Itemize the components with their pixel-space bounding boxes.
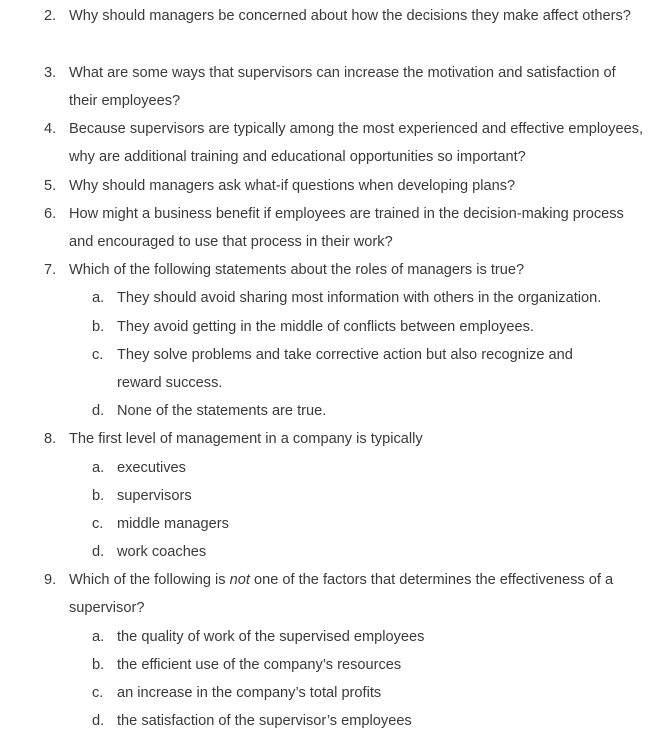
answer-option xyxy=(92,313,648,341)
question-number: 3. xyxy=(44,65,57,81)
question-number: 8. xyxy=(44,431,57,447)
option-text: None of the statements are true. xyxy=(117,403,327,419)
question-8 xyxy=(44,425,648,453)
option-text: They should avoid sharing most information with others in the organization. xyxy=(117,290,602,306)
question-number: 4. xyxy=(44,121,57,137)
question-text: How might a business benefit if employees are trained in the decision-making process and encouraged to use that process in their work? xyxy=(69,206,624,251)
option-letter: d. xyxy=(92,713,105,729)
answer-option xyxy=(92,623,648,651)
option-letter: b. xyxy=(92,488,105,504)
question-4 xyxy=(44,115,648,171)
option-letter: c. xyxy=(92,516,104,532)
option-text: the efficient use of the company’s resources xyxy=(117,657,402,673)
question-text: Because supervisors are typically among the most experienced and effective employees, why are additional training and educational opportunities so important? xyxy=(69,121,644,166)
option-letter: a. xyxy=(92,290,105,306)
answer-option xyxy=(92,341,612,397)
option-letter: c. xyxy=(92,685,104,701)
question-number: 9. xyxy=(44,572,57,588)
question-5 xyxy=(44,172,648,200)
option-letter: a. xyxy=(92,460,105,476)
question-text: The first level of management in a company is typically xyxy=(69,431,423,447)
option-text: middle managers xyxy=(117,516,229,532)
answer-option xyxy=(92,651,648,679)
question-3 xyxy=(44,59,648,115)
option-letter: b. xyxy=(92,657,105,673)
answer-option xyxy=(92,397,648,425)
option-text: the quality of work of the supervised employees xyxy=(117,629,425,645)
answer-option xyxy=(92,538,648,566)
question-number: 2. xyxy=(44,8,57,24)
question-text xyxy=(69,566,648,622)
option-letter: a. xyxy=(92,629,105,645)
option-text: executives xyxy=(117,460,186,476)
option-letter: b. xyxy=(92,319,105,335)
option-letter: d. xyxy=(92,403,105,419)
option-text: work coaches xyxy=(117,544,207,560)
question-text: What are some ways that supervisors can increase the motivation and satisfaction of their employees? xyxy=(69,65,616,110)
question-text-emphasis: not xyxy=(229,572,250,588)
question-number: 7. xyxy=(44,262,57,278)
option-text: They solve problems and take corrective action but also recognize and reward success. xyxy=(117,347,573,392)
question-text: Why should managers be concerned about how the decisions they make affect others? xyxy=(69,8,631,24)
question-text: Which of the following statements about the roles of managers is true? xyxy=(69,262,525,278)
answer-option xyxy=(92,679,648,707)
question-7 xyxy=(44,256,648,284)
answer-option xyxy=(92,707,648,735)
question-2 xyxy=(44,2,648,30)
question-number: 6. xyxy=(44,206,57,222)
option-text: the satisfaction of the supervisor’s employees xyxy=(117,713,412,729)
option-text: supervisors xyxy=(117,488,192,504)
question-text-after: one of the factors that determines the effectiveness of a supervisor? xyxy=(69,572,614,617)
answer-option xyxy=(92,454,648,482)
question-text: Why should managers ask what-if questions when developing plans? xyxy=(69,178,516,194)
answer-option xyxy=(92,482,648,510)
answer-option xyxy=(92,284,648,312)
question-number: 5. xyxy=(44,178,57,194)
question-9 xyxy=(44,566,648,622)
option-text: They avoid getting in the middle of conflicts between employees. xyxy=(117,319,534,335)
option-letter: d. xyxy=(92,544,105,560)
option-text: an increase in the company’s total profits xyxy=(117,685,382,701)
question-text-before: Which of the following is xyxy=(69,572,226,588)
question-6 xyxy=(44,200,648,256)
answer-option xyxy=(92,510,648,538)
option-letter: c. xyxy=(92,347,104,363)
